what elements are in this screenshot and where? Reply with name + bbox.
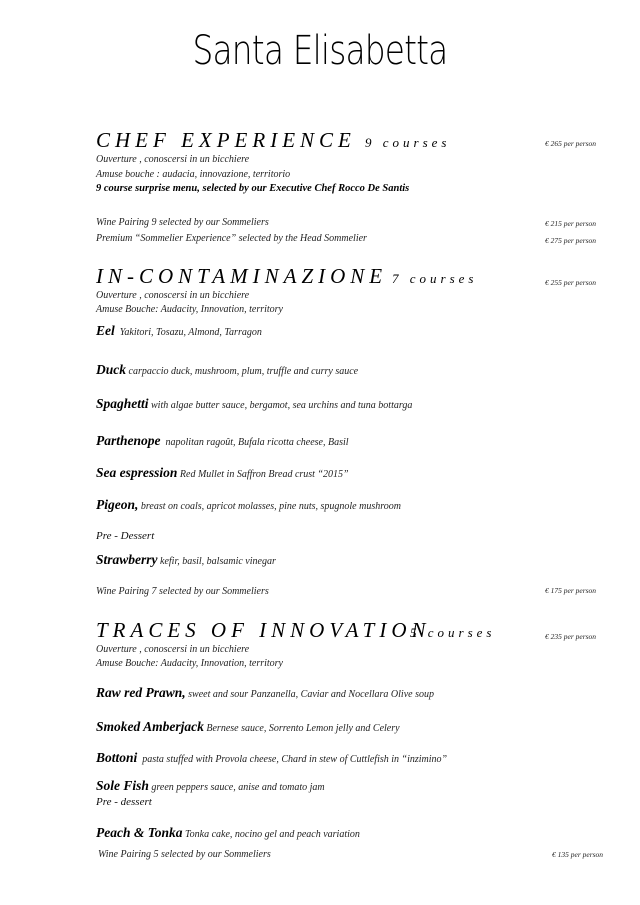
dish-name: Pigeon, <box>96 497 139 512</box>
section-courses-in-contaminazione: 7 courses <box>392 271 478 286</box>
intro-line: Amuse bouche : audacia, innovazione, territorio <box>96 169 291 180</box>
premium-sommelier-price: € 275 per person <box>545 236 597 245</box>
wine-pairing-price: € 215 per person <box>545 219 597 228</box>
dish-description: Red Mullet in Saffron Bread crust “2015” <box>179 469 349 480</box>
dish <box>96 719 400 735</box>
dish <box>96 825 360 841</box>
premium-sommelier: Premium “Sommelier Experience” selected by the Head Sommelier <box>96 233 367 244</box>
dish <box>96 433 349 449</box>
dish-name: Strawberry <box>96 552 158 567</box>
dish-name: Parthenope <box>96 433 161 448</box>
pre-dessert: Pre - dessert <box>96 796 152 808</box>
dish-name: Raw red Prawn, <box>96 685 186 700</box>
dish-name: Peach & Tonka <box>96 825 183 840</box>
dish-description: Bernese sauce, Sorrento Lemon jelly and Celery <box>206 723 400 734</box>
wine-pairing-price: € 175 per person <box>545 586 597 595</box>
pre-dessert: Pre - Dessert <box>96 530 155 542</box>
intro-line: Amuse Bouche: Audacity, Innovation, territory <box>96 658 283 669</box>
intro-line: Ouverture , conoscersi in un bicchiere <box>96 290 250 301</box>
dish <box>96 323 262 339</box>
wine-pairing: Wine Pairing 7 selected by our Sommeliers <box>96 586 269 597</box>
wine-pairing: Wine Pairing 9 selected by our Sommeliers <box>96 217 269 228</box>
wine-pairing-price: € 135 per person <box>552 850 604 859</box>
section-courses-chef-experience: 9 courses <box>365 135 451 150</box>
dish-description: pasta stuffed with Provola cheese, Chard in stew of Cuttlefish in “inzimino” <box>142 754 448 765</box>
dish <box>96 552 276 568</box>
dish-name: Smoked Amberjack <box>96 719 204 734</box>
wine-pairing: Wine Pairing 5 selected by our Sommeliers <box>98 849 271 860</box>
dish-description: breast on coals, apricot molasses, pine nuts, spugnole mushroom <box>140 501 401 512</box>
dish <box>96 750 447 766</box>
surprise-menu-line: 9 course surprise menu, selected by our Executive Chef Rocco De Santis <box>96 183 410 194</box>
section-courses-traces: 5 courses <box>410 625 496 640</box>
intro-line: Ouverture , conoscersi in un bicchiere <box>96 154 250 165</box>
price-in-contaminazione: € 255 per person <box>545 278 597 287</box>
dish-description: sweet and sour Panzanella, Caviar and Nocellara Olive soup <box>188 689 434 700</box>
dish-name: Sea espression <box>96 465 178 480</box>
dish-name: Duck <box>96 362 126 377</box>
intro-line: Ouverture , conoscersi in un bicchiere <box>96 644 250 655</box>
price-chef-experience: € 265 per person <box>545 139 597 148</box>
dish <box>96 362 358 378</box>
dish <box>96 685 434 701</box>
dish-description: green peppers sauce, anise and tomato jam <box>151 782 325 793</box>
dish-description: Yakitori, Tosazu, Almond, Tarragon <box>119 327 262 338</box>
dish <box>96 778 325 794</box>
price-traces: € 235 per person <box>545 632 597 641</box>
dish-description: carpaccio duck, mushroom, plum, truffle and curry sauce <box>128 366 359 377</box>
section-title-traces: TRACES OF INNOVATION <box>96 618 431 642</box>
dish-name: Spaghetti <box>96 396 149 411</box>
dish-description: napolitan ragoût, Bufala ricotta cheese, Basil <box>165 437 349 448</box>
dish-name: Bottoni <box>96 750 138 765</box>
dish <box>96 465 349 481</box>
section-title-chef-experience: CHEF EXPERIENCE <box>96 128 356 152</box>
intro-line: Amuse Bouche: Audacity, Innovation, territory <box>96 304 283 315</box>
dish-name: Sole Fish <box>96 778 149 793</box>
dish <box>96 497 401 513</box>
dish-description: with algae butter sauce, bergamot, sea urchins and tuna bottarga <box>151 400 413 411</box>
dish-description: kefir, basil, balsamic vinegar <box>160 556 276 567</box>
section-title-in-contaminazione: IN-CONTAMINAZIONE <box>96 264 388 288</box>
dish-description: Tonka cake, nocino gel and peach variation <box>185 829 360 840</box>
restaurant-name: Santa Elisabetta <box>192 28 448 74</box>
dish <box>96 396 412 412</box>
dish-name: Eel <box>96 323 115 338</box>
